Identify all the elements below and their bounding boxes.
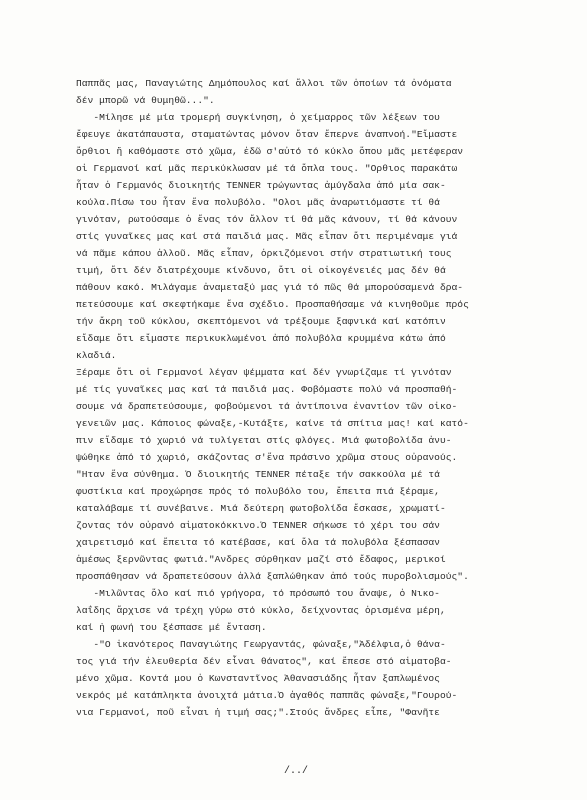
text-line: Παππᾶς μας, Παναγιώτης Δημόπουλος καί ἄλλοι τῶν ὁποίων τά ὀνόματα: [76, 78, 452, 89]
text-line: λαΐδης ἄρχισε νά τρέχη γύρω στό κύκλο, δείχνοντας ὁρισμένα μέρη,: [76, 605, 446, 616]
text-line: στίς γυναῖκες μας καί στά παιδιά μας. Μᾶς εἶπαν ὅτι περιμέναμε γιά: [76, 231, 458, 242]
text-line: τήν ἄκρη τοῦ κύκλου, σκεπτόμενοι νά τρέξουμε ξαφνικά καί κατόπιν: [76, 316, 446, 327]
text-line: μέ τίς γυναῖκες μας καί τά παιδιά μας. Φοβόμαστε πολύ νά προσπαθή-: [76, 384, 458, 395]
text-line: -"Ο ἱκανότερος Παναγιώτης Γεωργαντάς, φώναξε,"Ἀδέλφια,ὁ θάνα-: [76, 639, 446, 650]
text-line: γινόταν, ρωτούσαμε ὁ ἕνας τόν ἄλλον τί θά μᾶς κάνουν, τί θά κάνουν: [76, 214, 458, 225]
text-line: Ξέραμε ὅτι οἱ Γερμανοί λέγαν ψέμματα καί δέν γνωρίζαμε τί γινόταν: [76, 367, 452, 378]
text-line: -Μιλῶντας ὅλο καί πιό γρήγορα, τό πρόσωπό του ἄναψε, ὁ Νικο-: [76, 588, 440, 599]
text-line: πιν εἴδαμε τό χωριό νά τυλίγεται στίς φλόγες. Μιά φωτοβολίδα ἀνυ-: [76, 435, 452, 446]
text-line: ἔφευγε ἀκατάπαυστα, σταματώντας μόνον ὅταν ἔπερνε ἀναπνοή."Εἴμαστε: [76, 129, 458, 140]
text-line: κούλα.Πίσω του ἦταν ἕνα πολυβόλο. "Ολοι μᾶς ἀναρωτιόμαστε τί θά: [76, 197, 440, 208]
text-line: ἦταν ὁ Γερμανός διοικητής TENNER τρώγωντας ἀμύγδαλα ἀπό μία σακ-: [76, 180, 446, 191]
text-line: καί ἡ φωνή του ξέσπασε μέ ἔνταση.: [76, 622, 267, 633]
text-line: οἱ Γερμανοί καί μᾶς περικύκλωσαν μέ τά ὅπλα τους. "Ορθιος παρακάτω: [76, 163, 458, 174]
text-line: πάθουν κακό. Μιλάγαμε ἀναμεταξύ μας γιά τό πῶς θά μπορούσαμενά δρα-: [76, 282, 464, 293]
text-line: πετεύσουμε καί σκεφτήκαμε ἕνα σχέδιο. Προσπαθήσαμε νά κινηθοῦμε πρός: [76, 299, 469, 310]
text-line: νια Γερμανοί, ποῦ εἶναι ἡ τιμή σας;".Στούς ἄνδρες εἶπε, "Φανῆτε: [76, 707, 440, 718]
text-line: σουμε νά δραπετεύσουμε, φοβούμενοι τά ἀντίποινα ἐναντίον τῶν οἰκο-: [76, 401, 458, 412]
text-line: ἀμέσως ξερνῶντας φωτιά."Ανδρες σύρθηκαν μαζί στό ἔδαφος, μερικοί: [76, 554, 446, 565]
text-line: ψώθηκε ἀπό τό χωριό, σκάζοντας σ'ἕνα πράσινο χρῶμα στους οὐρανούς.: [76, 452, 458, 463]
text-line: δέν μπορῶ νά θυμηθῶ...".: [76, 95, 215, 106]
text-line: εἴδαμε ὅτι εἴμαστε περικυκλωμένοι ἀπό πολυβόλα κρυμμένα κάτω ἀπό: [76, 333, 446, 344]
text-line: μένο χῶμα. Κοντά μου ὁ Κωνσταντῖνος Ἀθανασιάδης ἦταν ξαπλωμένος: [76, 673, 440, 684]
text-line: ὄρθιοι ἤ καθόμαστε στό χῶμα, ἐδῶ σ'αὐτό τό κύκλο ὅπου μᾶς μετέφεραν: [76, 146, 464, 157]
text-line: νεκρός μέ κατάπληκτα ἀνοιχτά μάτια.Ὁ ἀγαθός παππᾶς φώναξε,"Γουρού-: [76, 690, 458, 701]
text-line: φυστίκια καί προχώρησε πρός τό πολυβόλο του, ἔπειτα πιά ξέραμε,: [76, 486, 440, 497]
text-line: νά πᾶμε κάπου ἀλλοῦ. Μᾶς εἶπαν, ὁρκιζόμενοι στήν στρατιωτική τους: [76, 248, 452, 259]
text-line: -Μίλησε μέ μία τρομερή συγκίνηση, ὁ χείμαρρος τῶν λέξεων του: [76, 112, 440, 123]
text-line: γενειῶν μας. Κάποιος φώναξε,-Κυτάξτε, καίνε τά σπίτια μας! καί κατό-: [76, 418, 469, 429]
typewritten-text: [76, 75, 576, 721]
text-line: χαιρετισμό καί ἔπειτα τό κατέβασε, καί ὅλα τά πολυβόλα ξέσπασαν: [76, 537, 440, 548]
page-continuation-marker: /../: [284, 766, 309, 777]
text-line: τος γιά τήν ἐλευθερία δέν εἶναι θάνατος", καί ἔπεσε στό αἱματοβα-: [76, 656, 452, 667]
text-line: κλαδιά.: [76, 350, 117, 361]
text-line: "Ηταν ἕνα σύνθημα. Ὁ διοικητής TENNER πέταξε τήν σακκούλα μέ τά: [76, 469, 440, 480]
text-line: τιμή, ὅτι δέν διατρέχουμε κίνδυνο, ὅτι οἱ οἰκογένειές μας δέν θά: [76, 265, 446, 276]
text-line: προσπάθησαν νά δραπετεύσουν ἀλλά ξαπλώθηκαν ἀπό τούς πυροβολισμούς".: [76, 571, 469, 582]
text-line: ζοντας τόν οὐρανό αἱματοκόκκινο.Ὁ TENNER σήκωσε τό χέρι του σάν: [76, 520, 440, 531]
text-line: καταλάβαμε τί συνέβαινε. Μιά δεύτερη φωτοβολίδα ἔσκασε, χρωματί-: [76, 503, 446, 514]
